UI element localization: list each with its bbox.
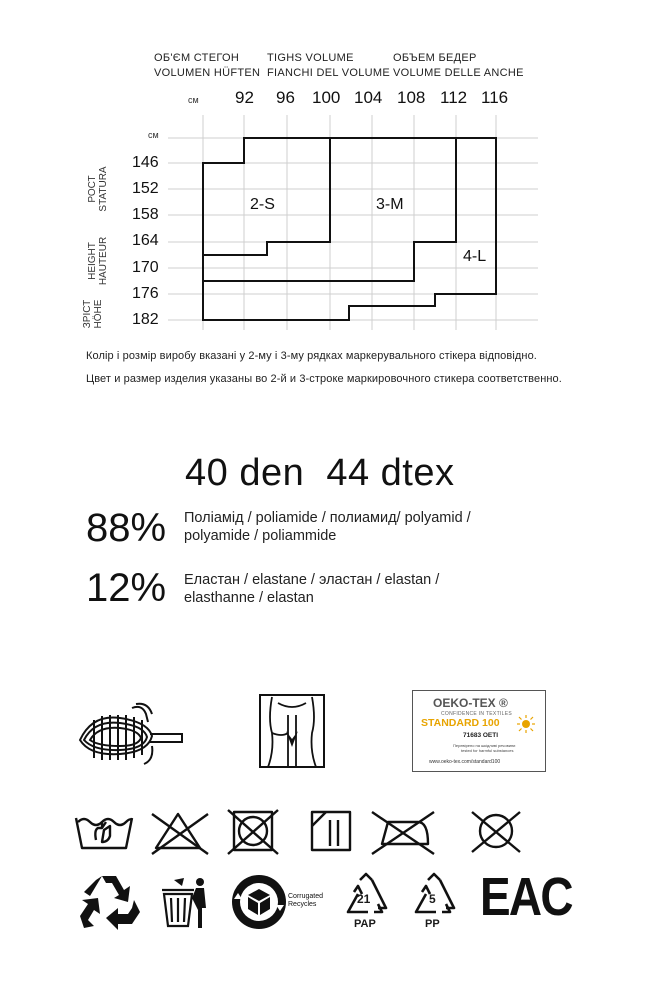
hip-tick: 92	[235, 88, 254, 107]
hip-tick: 96	[276, 88, 295, 107]
note-ua: Колір і розмір виробу вказані у 2-му і 3-му рядках маркерувального стікера відповідно.	[86, 350, 537, 362]
corrugated-recycles-mark	[230, 873, 330, 931]
drip-dry-icon	[312, 812, 350, 850]
tights-legs-icon	[258, 693, 326, 769]
hip-header-de: VOLUMEN HÜFTEN	[154, 67, 261, 79]
pp-number: 5	[429, 892, 436, 906]
no-iron-icon	[372, 812, 434, 854]
oeko-url: www.oeko-tex.com/standard100	[429, 759, 501, 765]
dispose-bin-icon	[158, 874, 212, 930]
size-region-l	[203, 138, 496, 320]
grid-lines	[168, 115, 538, 330]
size-label-l: 4-L	[463, 248, 487, 265]
sun-icon	[517, 715, 535, 733]
care-symbols-row	[72, 806, 552, 856]
height-unit: см	[148, 130, 159, 140]
composition-percent: 12%	[86, 566, 167, 610]
no-dry-clean-icon	[472, 812, 520, 852]
oeko-brand: OEKO-TEX ®	[433, 696, 508, 710]
no-bleach-icon	[152, 814, 208, 854]
height-tick: 182	[132, 311, 159, 328]
height-axis-label-en: HEIGHT HAUTEUR	[87, 236, 109, 286]
oeko-tex-label	[412, 690, 546, 772]
hip-tick: 116	[481, 88, 509, 107]
hip-header-it: FIANCHI DEL VOLUME	[267, 67, 390, 79]
height-axis-label-ua: ЗРІСТ HÖHE	[82, 299, 104, 329]
oeko-tested-en: tested for harmful substances	[461, 748, 514, 753]
oeko-tested-ua: Перевірено на шкідливі речовини	[453, 743, 516, 748]
note-ru: Цвет и размер изделия указаны во 2-й и 3-строке маркировочного стикера соответственно.	[86, 373, 562, 385]
yarn-hank-icon	[72, 700, 194, 770]
composition-material: Поліамід / poliamide / полиамид/ polyamid / polyamide / poliammide	[184, 510, 471, 544]
eac-mark: EAC	[480, 867, 572, 927]
hip-header-it2: VOLUME DELLE ANCHE	[393, 67, 524, 79]
height-tick: 176	[132, 285, 159, 302]
hip-unit: см	[188, 95, 199, 105]
pap-recycle-mark	[342, 872, 390, 932]
height-tick: 164	[132, 232, 159, 249]
oeko-tagline: CONFIDENCE IN TEXTILES	[441, 711, 512, 717]
hip-header-ua: ОБ'ЄМ СТЕГОН	[154, 52, 240, 64]
hand-wash-icon	[76, 818, 132, 848]
hip-tick: 100	[312, 88, 341, 107]
height-axis-label-ru: РОСТ STATURA	[87, 166, 109, 212]
pp-label: PP	[425, 918, 440, 930]
composition-material: Еластан / elastane / эластан / elastan / elasthanne / elastan	[184, 572, 440, 606]
hip-header-ru: ОБЪЕМ БЕДЕР	[393, 52, 477, 64]
size-label-s: 2-S	[250, 196, 275, 213]
recycle-icon	[76, 872, 142, 932]
size-label-m: 3-M	[376, 196, 404, 213]
height-tick: 152	[132, 180, 159, 197]
corrugated-recycle-icon	[230, 873, 288, 931]
oeko-standard: STANDARD 100	[421, 717, 500, 729]
pp-recycle-mark	[410, 872, 458, 932]
height-tick: 158	[132, 206, 159, 223]
height-tick: 146	[132, 154, 159, 171]
pap-number: 21	[357, 892, 371, 906]
size-grid	[0, 0, 660, 340]
oeko-cert: 71683 OETI	[463, 732, 499, 739]
height-tick: 170	[132, 259, 159, 276]
pap-label: PAP	[354, 918, 376, 930]
composition-percent: 88%	[86, 506, 167, 550]
no-tumble-dry-icon	[228, 810, 278, 854]
hip-header-en: TIGHS VOLUME	[267, 52, 354, 64]
density-title: 40 den 44 dtex	[185, 452, 455, 494]
hip-tick: 112	[440, 88, 468, 107]
corrugated-text: Corrugated Recycles	[288, 893, 324, 908]
hip-tick: 104	[354, 88, 383, 107]
hip-tick: 108	[397, 88, 426, 107]
